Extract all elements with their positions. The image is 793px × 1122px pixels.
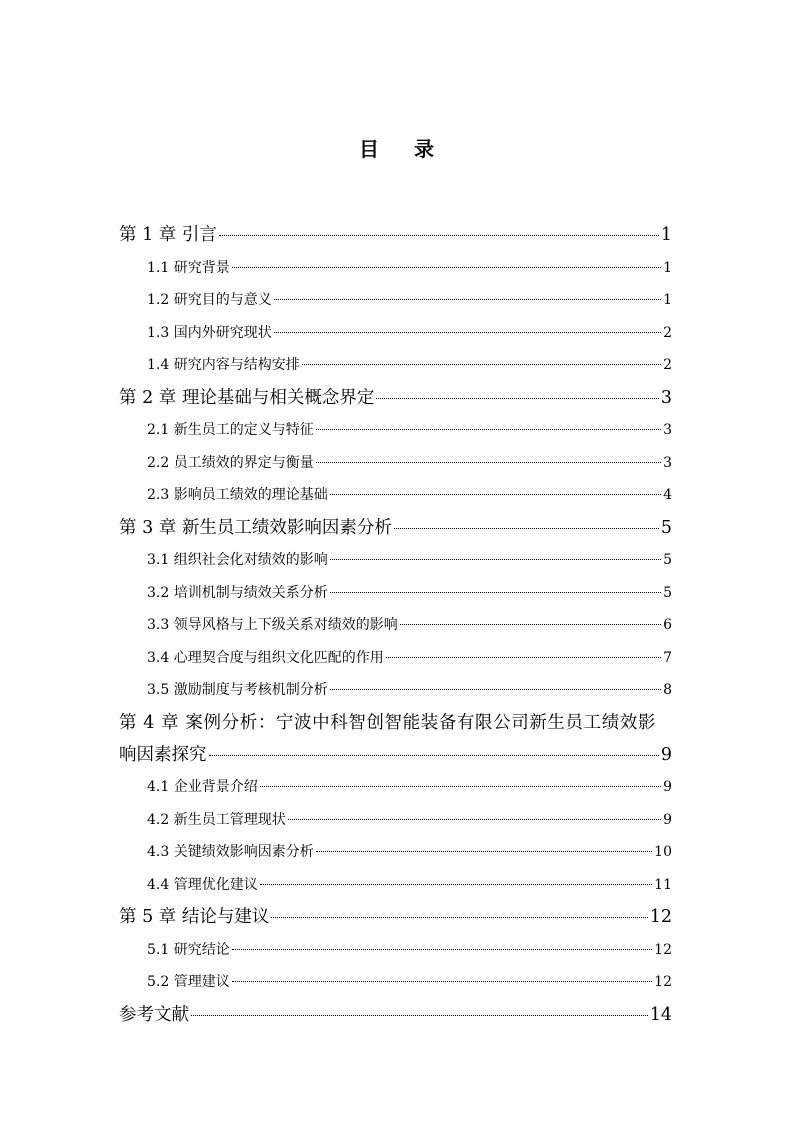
toc-entry-label: 3.2 培训机制与绩效关系分析 (147, 584, 328, 601)
toc-entry-chapter-2[interactable] (119, 382, 672, 415)
dot-leader (232, 981, 652, 982)
toc-entry-section-3-5[interactable] (119, 674, 672, 707)
toc-entry-section-5-1[interactable] (119, 934, 672, 967)
dot-leader (219, 235, 659, 236)
toc-page-number: 9 (660, 744, 672, 765)
toc-entry-label: 3.1 组织社会化对绩效的影响 (147, 552, 328, 568)
dot-leader (232, 267, 661, 268)
dot-leader (316, 851, 652, 852)
dot-leader (271, 917, 647, 918)
dot-leader (288, 819, 661, 820)
toc-entry-section-5-2[interactable] (119, 966, 672, 999)
toc-entry-chapter-1[interactable] (119, 219, 672, 252)
table-of-contents (119, 219, 672, 1031)
toc-entry-references[interactable] (119, 999, 672, 1032)
dot-leader (330, 592, 661, 593)
toc-entry-label: 第 4 章 案例分析：宁波中科智创智能装备有限公司新生员工绩效影 (119, 712, 657, 733)
toc-page-number: 1 (663, 292, 672, 308)
toc-entry-label: 第 2 章 理论基础与相关概念界定 (119, 387, 375, 408)
toc-page-number: 10 (654, 844, 672, 860)
dot-leader (302, 364, 661, 365)
toc-entry-label: 3.5 激励制度与考核机制分析 (147, 682, 328, 698)
toc-entry-section-4-3[interactable] (119, 836, 672, 869)
toc-entry-section-1-2[interactable] (119, 284, 672, 317)
toc-entry-label: 3.3 领导风格与上下级关系对绩效的影响 (147, 617, 398, 633)
toc-entry-section-1-4[interactable] (119, 349, 672, 382)
dot-leader (394, 528, 659, 529)
toc-entry-section-3-3[interactable] (119, 609, 672, 642)
dot-leader (274, 332, 661, 333)
toc-entry-section-4-1[interactable] (119, 771, 672, 804)
toc-entry-label: 3.4 心理契合度与组织文化匹配的作用 (147, 649, 384, 666)
dot-leader (330, 689, 661, 690)
toc-page-number: 5 (663, 584, 672, 601)
toc-page-number: 8 (663, 682, 672, 698)
page-title: 目 录 (359, 137, 448, 161)
toc-page-number: 14 (649, 1004, 672, 1025)
dot-leader (400, 624, 661, 625)
toc-entry-label: 5.2 管理建议 (147, 974, 230, 990)
toc-entry-label: 4.2 新生员工管理现状 (147, 811, 286, 828)
toc-page-number: 1 (660, 225, 672, 245)
toc-entry-label: 第 1 章 引言 (119, 225, 217, 245)
toc-page-number: 4 (663, 487, 672, 503)
toc-entry-label: 2.1 新生员工的定义与特征 (147, 422, 314, 438)
dot-leader (376, 398, 659, 399)
toc-entry-label: 1.4 研究内容与结构安排 (147, 357, 300, 373)
toc-entry-chapter-5[interactable] (119, 901, 672, 934)
toc-page-number: 2 (663, 357, 672, 373)
toc-page-number: 12 (654, 974, 672, 990)
toc-entry-section-4-4[interactable] (119, 869, 672, 902)
toc-entry-section-3-1[interactable] (119, 544, 672, 577)
toc-entry-label: 4.1 企业背景介绍 (147, 779, 258, 795)
toc-page-number: 12 (649, 907, 672, 927)
toc-entry-label: 4.4 管理优化建议 (147, 876, 258, 893)
dot-leader (232, 949, 652, 950)
dot-leader (316, 462, 661, 463)
toc-entry-label: 5.1 研究结论 (147, 941, 230, 958)
toc-entry-section-4-2[interactable] (119, 804, 672, 837)
toc-page-number: 9 (663, 811, 672, 828)
toc-page-number: 3 (660, 387, 672, 408)
toc-page-number: 3 (663, 454, 672, 471)
toc-entry-section-2-1[interactable] (119, 414, 672, 447)
dot-leader (330, 494, 661, 495)
dot-leader (209, 755, 659, 756)
dot-leader (386, 657, 661, 658)
toc-page-number: 1 (663, 259, 672, 276)
toc-page-number: 6 (663, 617, 672, 633)
toc-entry-chapter-3[interactable] (119, 512, 672, 545)
dot-leader (316, 429, 661, 430)
toc-page-number: 12 (654, 941, 672, 958)
toc-entry-label: 参考文献 (119, 1004, 189, 1025)
toc-page-number: 9 (663, 779, 672, 795)
toc-entry-section-2-3[interactable] (119, 479, 672, 512)
dot-leader (330, 559, 661, 560)
toc-entry-label: 第 3 章 新生员工绩效影响因素分析 (119, 517, 392, 538)
toc-entry-chapter-4-line1[interactable] (119, 707, 672, 739)
toc-entry-label: 第 5 章 结论与建议 (119, 907, 270, 927)
dot-leader (274, 299, 661, 300)
toc-page-number: 7 (663, 649, 672, 666)
toc-entry-chapter-4-line2[interactable] (119, 739, 672, 772)
toc-entry-label: 4.3 关键绩效影响因素分析 (147, 844, 314, 860)
toc-entry-section-2-2[interactable] (119, 447, 672, 480)
toc-page-number: 11 (654, 876, 672, 893)
toc-page-number: 5 (663, 552, 672, 568)
toc-entry-label: 1.1 研究背景 (147, 259, 230, 276)
toc-entry-section-3-4[interactable] (119, 642, 672, 675)
toc-entry-label: 响因素探究 (119, 744, 207, 765)
dot-leader (191, 1015, 648, 1016)
dot-leader (260, 884, 652, 885)
toc-entry-label: 2.3 影响员工绩效的理论基础 (147, 487, 328, 503)
toc-page-number: 5 (660, 517, 672, 538)
toc-entry-section-1-3[interactable] (119, 317, 672, 350)
toc-page-number: 3 (663, 422, 672, 438)
toc-page-number: 2 (663, 324, 672, 341)
toc-entry-label: 1.3 国内外研究现状 (147, 324, 272, 341)
dot-leader (260, 786, 661, 787)
toc-entry-label: 2.2 员工绩效的界定与衡量 (147, 454, 314, 471)
toc-entry-section-1-1[interactable] (119, 252, 672, 285)
toc-entry-section-3-2[interactable] (119, 577, 672, 610)
toc-entry-label: 1.2 研究目的与意义 (147, 292, 272, 308)
